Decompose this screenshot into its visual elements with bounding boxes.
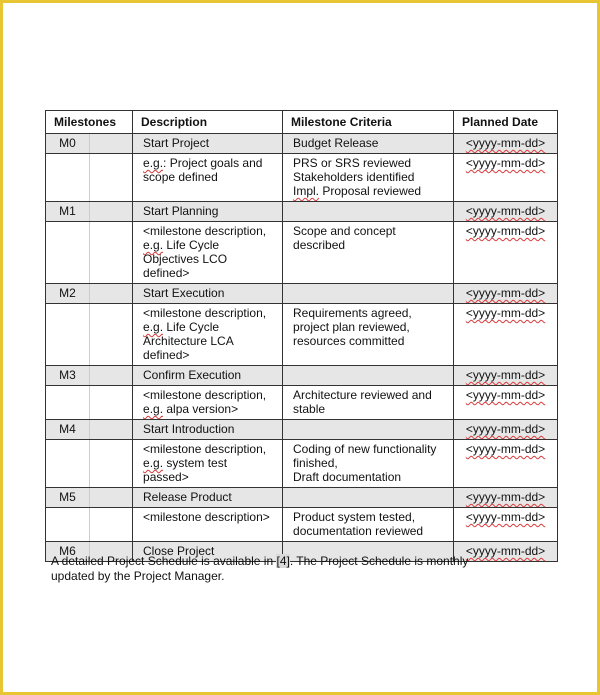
text-line: Draft documentation — [293, 470, 402, 484]
detail-planned-date — [454, 304, 558, 366]
spellcheck-token: e.g. — [143, 456, 164, 470]
header-planned-date: Planned Date — [454, 111, 558, 134]
milestone-title-criteria — [283, 420, 454, 440]
date-placeholder: <yyyy-mm-dd> — [465, 422, 546, 436]
header-description: Description — [133, 111, 283, 134]
milestone-description — [133, 508, 283, 542]
text-line: Coding of new functionality — [293, 442, 437, 456]
detail-spacer — [90, 304, 133, 366]
milestone-id: M0 — [46, 134, 90, 154]
milestone-title-criteria — [283, 202, 454, 222]
milestone-description — [133, 304, 283, 366]
detail-spacer — [90, 508, 133, 542]
text-line: Architecture LCA — [143, 334, 234, 348]
milestone-title: Close Project — [133, 542, 283, 562]
date-placeholder: <yyyy-mm-dd> — [465, 510, 546, 524]
text-line: PRS or SRS reviewed — [293, 156, 412, 170]
milestone-planned-date — [454, 366, 558, 386]
milestone-spacer — [90, 284, 133, 304]
text-line: e.g.: Project goals and — [143, 156, 263, 170]
milestone-description — [133, 222, 283, 284]
milestone-row-m1 — [46, 202, 558, 222]
milestone-id: M6 — [46, 542, 90, 562]
milestone-title: Release Product — [133, 488, 283, 508]
text-line: <milestone description, — [143, 306, 267, 320]
milestone-row-m5 — [46, 488, 558, 508]
detail-planned-date — [454, 222, 558, 284]
date-placeholder: <yyyy-mm-dd> — [465, 136, 546, 150]
milestone-planned-date — [454, 134, 558, 154]
text-line: scope defined — [143, 170, 218, 184]
detail-id-spacer — [46, 222, 90, 284]
text-line: Product system tested, — [293, 510, 416, 524]
header-milestones: Milestones — [46, 111, 133, 134]
milestone-description — [133, 386, 283, 420]
milestone-row-m3 — [46, 366, 558, 386]
detail-spacer — [90, 386, 133, 420]
text-line: resources committed — [293, 334, 405, 348]
text-line: e.g. Life Cycle — [143, 320, 220, 334]
milestone-detail-row — [46, 386, 558, 420]
text-line: project plan reviewed, — [293, 320, 410, 334]
milestone-id: M5 — [46, 488, 90, 508]
date-placeholder: <yyyy-mm-dd> — [465, 368, 546, 382]
detail-planned-date — [454, 440, 558, 488]
milestone-spacer — [90, 420, 133, 440]
milestone-title-criteria — [283, 488, 454, 508]
detail-spacer — [90, 440, 133, 488]
milestone-title-criteria — [283, 284, 454, 304]
text-line: e.g. system test — [143, 456, 228, 470]
text-line: passed> — [143, 470, 189, 484]
milestone-detail-row — [46, 222, 558, 284]
milestone-title: Start Execution — [133, 284, 283, 304]
milestone-detail-row — [46, 508, 558, 542]
milestone-row-m2 — [46, 284, 558, 304]
milestone-title: Start Project — [133, 134, 283, 154]
milestone-title: Start Planning — [133, 202, 283, 222]
milestone-detail-row — [46, 440, 558, 488]
detail-planned-date — [454, 386, 558, 420]
milestone-title-criteria: Budget Release — [283, 134, 454, 154]
milestone-id: M3 — [46, 366, 90, 386]
milestone-criteria — [283, 386, 454, 420]
footer-reference[interactable]: [4] — [276, 554, 290, 568]
table-header-row — [46, 111, 558, 134]
date-placeholder: <yyyy-mm-dd> — [465, 544, 546, 558]
detail-spacer — [90, 154, 133, 202]
text-line: <milestone description, — [143, 224, 267, 238]
milestones-table — [45, 110, 558, 562]
text-line: Requirements agreed, — [293, 306, 412, 320]
text-line: Impl. Proposal reviewed — [293, 184, 422, 198]
milestone-id: M2 — [46, 284, 90, 304]
milestone-description — [133, 440, 283, 488]
text-line: defined> — [143, 266, 190, 280]
text-line: Objectives LCO — [143, 252, 228, 266]
milestone-criteria — [283, 508, 454, 542]
milestone-criteria — [283, 222, 454, 284]
milestone-description — [133, 154, 283, 202]
text-line: documentation reviewed — [293, 524, 424, 538]
milestone-spacer — [90, 488, 133, 508]
date-placeholder: <yyyy-mm-dd> — [465, 286, 546, 300]
milestone-title-criteria — [283, 366, 454, 386]
detail-planned-date — [454, 154, 558, 202]
date-placeholder: <yyyy-mm-dd> — [465, 388, 546, 402]
text-line: stable — [293, 402, 326, 416]
milestone-criteria — [283, 154, 454, 202]
text-line: <milestone description> — [143, 510, 270, 524]
milestone-row-m4 — [46, 420, 558, 440]
milestone-planned-date — [454, 488, 558, 508]
milestone-title: Confirm Execution — [133, 366, 283, 386]
header-criteria: Milestone Criteria — [283, 111, 454, 134]
detail-spacer — [90, 222, 133, 284]
milestone-id: M4 — [46, 420, 90, 440]
footer-text-part2: . The Project Schedule is monthly — [289, 554, 469, 568]
milestone-criteria — [283, 440, 454, 488]
milestone-planned-date — [454, 202, 558, 222]
date-placeholder: <yyyy-mm-dd> — [465, 306, 546, 320]
footer-note — [51, 554, 551, 584]
date-placeholder: <yyyy-mm-dd> — [465, 156, 546, 170]
spellcheck-token: e.g. — [143, 320, 164, 334]
spellcheck-token: e.g. — [143, 238, 164, 252]
milestone-title: Start Introduction — [133, 420, 283, 440]
milestone-id: M1 — [46, 202, 90, 222]
text-line: Scope and concept — [293, 224, 396, 238]
text-line: e.g. alpa version> — [143, 402, 239, 416]
milestone-planned-date — [454, 284, 558, 304]
text-line: e.g. Life Cycle — [143, 238, 220, 252]
text-line: <milestone description, — [143, 442, 267, 456]
spellcheck-token: e.g. — [143, 156, 164, 170]
text-line: finished, — [293, 456, 338, 470]
milestone-spacer — [90, 134, 133, 154]
milestone-detail-row — [46, 154, 558, 202]
detail-id-spacer — [46, 304, 90, 366]
detail-id-spacer — [46, 154, 90, 202]
milestone-spacer — [90, 366, 133, 386]
text-line: defined> — [143, 348, 190, 362]
footer-text-part1: A detailed Project Schedule is available in — [51, 554, 277, 568]
date-placeholder: <yyyy-mm-dd> — [465, 204, 546, 218]
detail-id-spacer — [46, 386, 90, 420]
milestone-detail-row — [46, 304, 558, 366]
spellcheck-token: Impl. — [293, 184, 320, 198]
text-line: described — [293, 238, 346, 252]
text-line: Stakeholders identified — [293, 170, 415, 184]
milestone-spacer — [90, 202, 133, 222]
footer-text-line2: updated by the Project Manager. — [51, 569, 225, 583]
detail-id-spacer — [46, 508, 90, 542]
detail-planned-date — [454, 508, 558, 542]
text-line: Architecture reviewed and — [293, 388, 432, 402]
date-placeholder: <yyyy-mm-dd> — [465, 224, 546, 238]
milestone-row-m0 — [46, 134, 558, 154]
milestone-planned-date — [454, 420, 558, 440]
date-placeholder: <yyyy-mm-dd> — [465, 490, 546, 504]
spellcheck-token: e.g. — [143, 402, 164, 416]
milestone-criteria — [283, 304, 454, 366]
text-line: <milestone description, — [143, 388, 267, 402]
detail-id-spacer — [46, 440, 90, 488]
date-placeholder: <yyyy-mm-dd> — [465, 442, 546, 456]
table-body — [46, 134, 558, 562]
